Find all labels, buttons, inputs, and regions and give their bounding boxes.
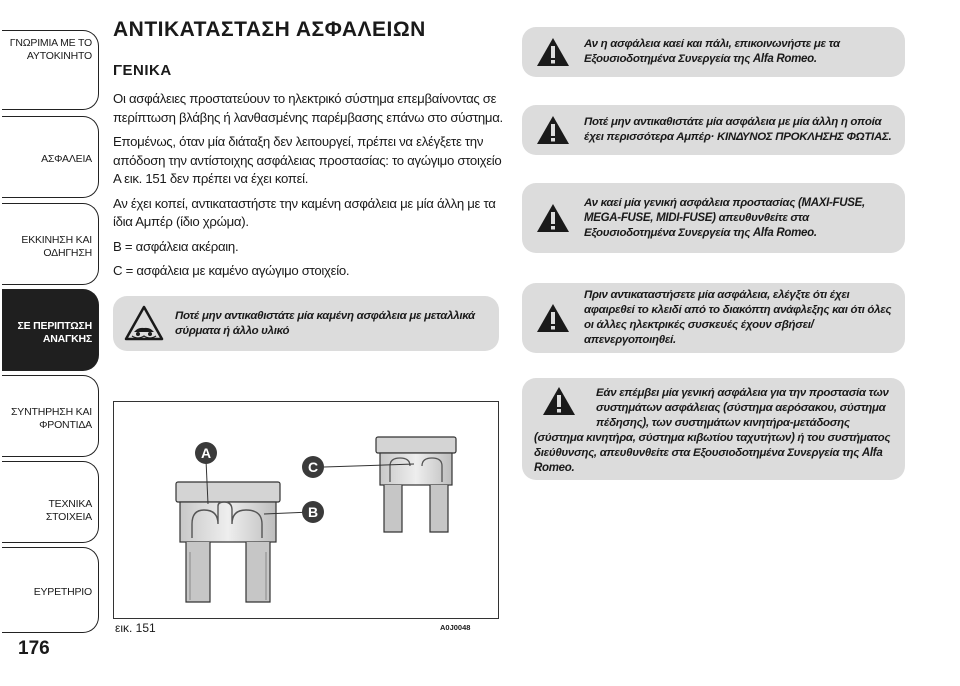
warning-box	[522, 183, 905, 253]
main-content	[113, 18, 503, 281]
tab-index[interactable]	[2, 547, 99, 633]
tab-label: ΣΕ ΠΕΡΙΠΤΩΣΗ	[17, 320, 92, 332]
paragraph: Αν έχει κοπεί, αντικαταστήστε την καμένη ασφάλεια με μία άλλη με τα ίδια Αμπέρ (ίδιο χρώμα).	[113, 195, 496, 229]
warning-icon	[522, 303, 584, 333]
tab-label: ΤΕΧΝΙΚΑ ΣΤΟΙΧΕΙΑ	[45, 498, 92, 523]
paragraph: B = ασφάλεια ακέραιη.	[113, 238, 239, 254]
label-b: B	[307, 504, 319, 520]
warning-icon	[522, 203, 584, 233]
page-title: ΑΝΤΙΚΑΤΑΣΤΑΣΗ ΑΣΦΑΛΕΙΩΝ	[113, 18, 426, 41]
warning-box	[522, 378, 905, 480]
fuse-figure	[113, 401, 499, 619]
tab-label: ΓΝΩΡΙΜΙΑ ΜΕ ΤΟ	[9, 37, 92, 49]
warning-text: Αν η ασφάλεια καεί και πάλι, επικοινωνήστε με τα Εξουσιοδοτημένα Συνεργεία της Alfa Romeo.	[584, 38, 840, 65]
warning-box	[522, 27, 905, 77]
fuse-illustration	[114, 402, 498, 618]
tab-emergency[interactable]	[2, 289, 99, 371]
tab-label: ΟΔΗΓΗΣΗ	[43, 247, 92, 259]
tab-label: ΕΥΡΕΤΗΡΙΟ	[33, 586, 92, 598]
blown-fuse	[376, 437, 456, 532]
section-heading: ΓΕΝΙΚΑ	[113, 62, 172, 79]
tab-starting-driving[interactable]	[2, 203, 99, 285]
warning-text: Αν καεί μία γενική ασφάλεια προστασίας (MAXI-FUSE, MEGA-FUSE, MIDI-FUSE) απευθυνθείτε στα Εξουσιοδοτημένα Συνεργεία της Alfa Romeo.	[584, 196, 865, 239]
intact-fuse	[176, 482, 280, 602]
tab-technical-data[interactable]	[2, 461, 99, 543]
tab-label: ΦΡΟΝΤΙΔΑ	[39, 419, 92, 431]
warning-text: Πριν αντικαταστήσετε μία ασφάλεια, ελέγξτε ότι έχει αφαιρεθεί το κλειδί από το διακόπτη ανάφλεξης και ότι όλες οι άλλες ηλεκτρικές συσκευές έχουν σβήσει/απενεργοποιηθεί.	[584, 289, 892, 346]
tab-label: ΕΚΚΙΝΗΣΗ ΚΑΙ	[21, 234, 92, 246]
paragraph: C = ασφάλεια με καμένο αγώγιμο στοιχείο.	[113, 263, 350, 278]
warning-text: Ποτέ μην αντικαθιστάτε μία ασφάλεια με μία άλλη η οποία έχει περισσότερα Αμπέρ· ΚΙΝΔΥΝΟΣ ΠΡΟΚΛΗΣΗΣ ΦΩΤΙΑΣ.	[584, 116, 892, 143]
paragraph: Οι ασφάλειες προστατεύουν το ηλεκτρικό σύστημα επεμβαίνοντας σε περίπτωση βλάβης ή λανθασμένης παρέμβασης επάνω στο σύστημα.	[113, 91, 503, 125]
figure-code: A0J0048	[440, 623, 471, 632]
tab-label: ΑΣΦΑΛΕΙΑ	[41, 153, 92, 165]
tab-label: ΣΥΝΤΗΡΗΣΗ ΚΑΙ	[11, 406, 92, 418]
tab-safety[interactable]	[2, 116, 99, 198]
note-text: Ποτέ μην αντικαθιστάτε μία καμένη ασφάλεια με μεταλλικά σύρματα ή άλλο υλικό	[175, 309, 475, 337]
warning-text: Εάν επέμβει μία γενική ασφάλεια για την προστασία των συστημάτων ασφάλειας (σύστημα αερόσακου, σύστημα πέδησης), των συστημάτων κινητήρα-μετάδοσης (σύστημα κινητήρα, σύστημα κιβωτίου ταχυτήτων) ή του συστήματος διεύθυνσης, απευθυνθείτε στα Εξουσιοδοτημένα Συνεργεία της Alfa Romeo.	[534, 387, 891, 474]
warning-icon	[532, 386, 586, 426]
warning-icon	[522, 37, 584, 67]
environment-icon	[113, 305, 175, 343]
chapter-sidebar	[0, 0, 100, 686]
environment-note	[113, 296, 499, 351]
tab-maintenance[interactable]	[2, 375, 99, 457]
warning-icon	[522, 115, 584, 145]
tab-label: ΑΥΤΟΚΙΝΗΤΟ	[26, 50, 92, 62]
label-c: C	[307, 459, 319, 475]
tab-getting-to-know[interactable]	[2, 30, 99, 110]
warning-box	[522, 283, 905, 353]
tab-label: ΑΝΑΓΚΗΣ	[42, 333, 92, 345]
figure-caption: εικ. 151	[115, 621, 156, 635]
paragraph: Επομένως, όταν μία διάταξη δεν λειτουργεί, πρέπει να ελέγξετε την απόδοση την αντίστοιχης ασφάλειας προστασίας: το αγώγιμο στοιχείο A εικ. 151 δεν πρέπει να έχει κοπεί.	[113, 134, 502, 186]
label-a: A	[200, 445, 212, 461]
page-number: 176	[18, 638, 50, 659]
warning-box	[522, 105, 905, 155]
